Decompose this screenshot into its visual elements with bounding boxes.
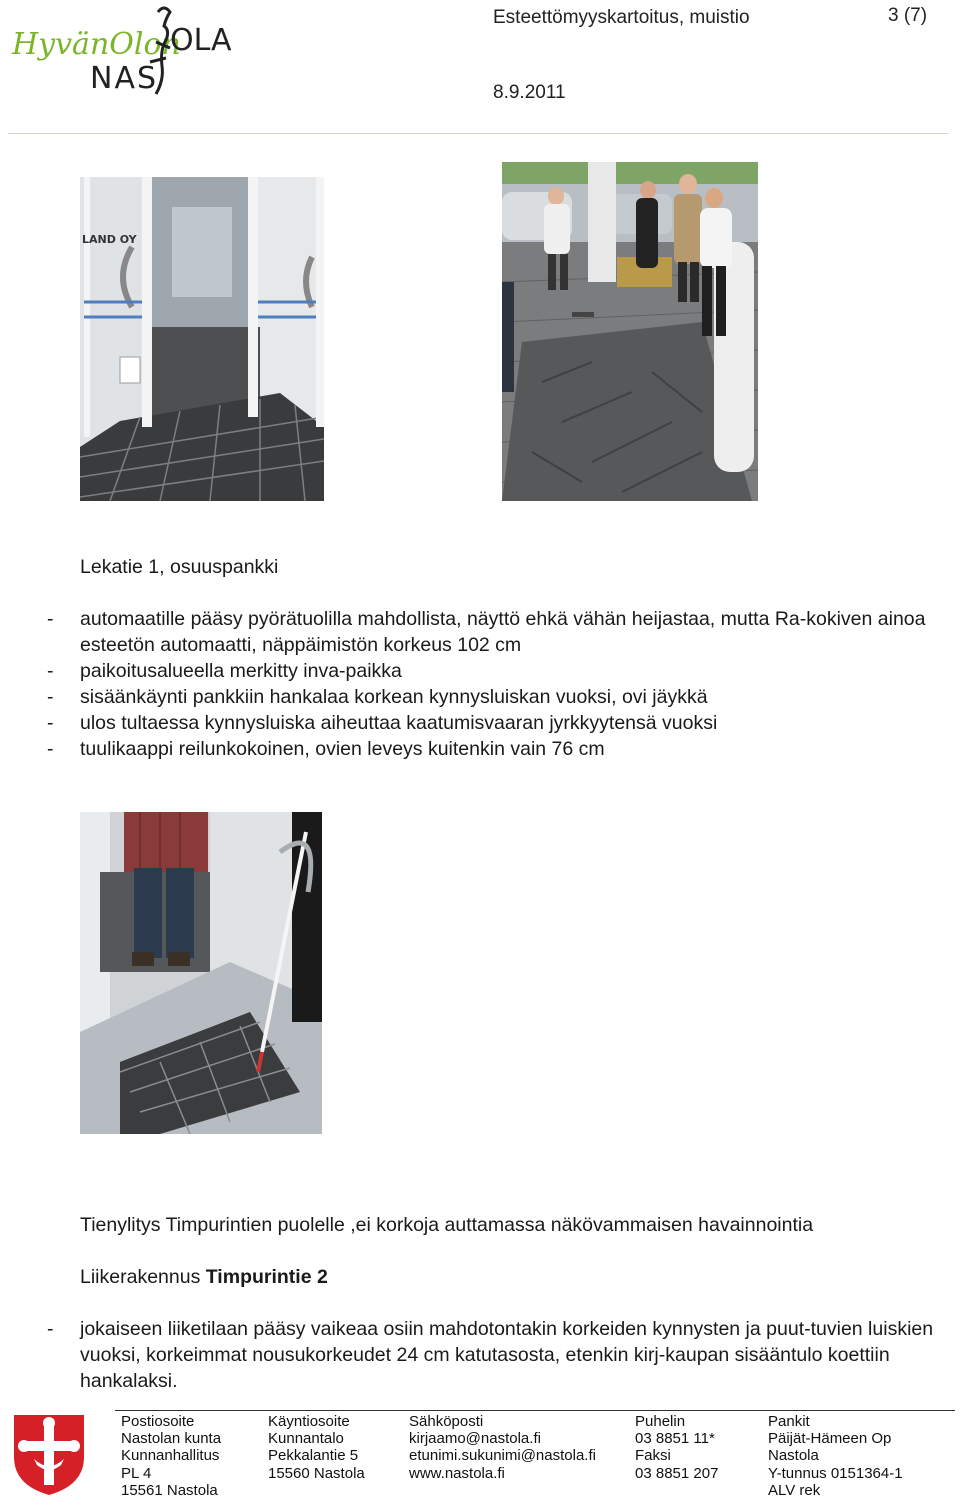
section-heading-lekatie: Lekatie 1, osuuspankki <box>80 556 279 578</box>
footer-phone <box>635 1413 718 1482</box>
footer-divider <box>115 1410 955 1411</box>
footer-value: PL 4 <box>121 1464 152 1482</box>
document-date: 8.9.2011 <box>493 82 566 103</box>
nastola-logo <box>10 2 245 102</box>
dash-bullet: - <box>47 608 54 630</box>
list-item-text: ulos tultaessa kynnysluiska aiheuttaa kaatumisvaaran jyrkkyytensä vuoksi <box>80 712 718 734</box>
footer-email-link[interactable]: etunimi.sukunimi@nastola.fi <box>409 1447 596 1465</box>
list-item-text: automaatille pääsy pyörätuolilla mahdollista, näyttö ehkä vähän heijastaa, mutta Ra-kokiven ainoa esteetön automaatti, näppäimistön korkeus 102 cm <box>80 608 926 656</box>
footer-website-link[interactable]: www.nastola.fi <box>409 1464 505 1482</box>
footer-label: Sähköposti <box>409 1413 484 1430</box>
svg-text:NAS: NAS <box>90 61 159 96</box>
footer-banks <box>768 1413 903 1499</box>
svg-text:HyvänOlon: HyvänOlon <box>12 27 181 62</box>
footer-value: Nastola <box>768 1447 819 1465</box>
photo-cane-threshold <box>80 812 322 1134</box>
list-item-text: sisäänkäynti pankkiin hankalaa korkean kynnysluiskan vuoksi, ovi jäykkä <box>80 686 708 708</box>
list-item-text: paikoitusalueella merkitty inva-paikka <box>80 660 402 682</box>
crossing-note: Tienylitys Timpurintien puolelle ,ei korkoja auttamassa näkövammaisen havainnointia <box>80 1214 814 1236</box>
list-item-text: tuulikaappi reilunkokoinen, ovien leveys kuitenkin vain 76 cm <box>80 738 605 760</box>
footer-label: Puhelin <box>635 1413 686 1430</box>
footer-value: Kunnanhallitus <box>121 1447 220 1465</box>
list-item-text: jokaiseen liiketilaan pääsy vaikeaa osiin mahdotontakin korkeiden kynnysten ja puut-tuvien luiskien vuoksi, korkeimmat nousukorkeudet 24 cm katutasosta, etenkin kirj-kaupan sisääntulo koettiin hankalaksi. <box>80 1318 934 1392</box>
footer-value: ALV rek <box>768 1481 821 1499</box>
section-heading-timpurintie <box>80 1264 328 1290</box>
footer-value: 15560 Nastola <box>268 1464 365 1482</box>
footer-value: Nastolan kunta <box>121 1430 222 1448</box>
dash-bullet: - <box>47 738 54 760</box>
footer-email <box>409 1413 596 1482</box>
list-item <box>47 684 937 710</box>
footer-value: 03 8851 207 <box>635 1464 719 1482</box>
bullet-list-timpurintie <box>47 1316 937 1394</box>
list-item <box>47 658 937 684</box>
footer-value: 15561 Nastola <box>121 1481 218 1499</box>
dash-bullet: - <box>47 686 54 708</box>
list-item <box>47 710 937 736</box>
footer-value: Päijät-Hämeen Op <box>768 1430 892 1448</box>
dash-bullet: - <box>47 1318 54 1340</box>
svg-text:LAND OY: LAND OY <box>82 233 137 246</box>
footer-value: 03 8851 11* <box>635 1430 715 1448</box>
list-item <box>47 606 937 658</box>
dash-bullet: - <box>47 660 54 682</box>
heading-address: Timpurintie 2 <box>205 1266 328 1288</box>
heading-prefix: Liikerakennus <box>80 1266 206 1288</box>
page-number: 3 (7) <box>888 5 928 26</box>
document-title: Esteettömyyskartoitus, muistio <box>493 7 750 28</box>
header-divider <box>8 133 948 134</box>
footer-value: Pekkalantie 5 <box>268 1447 359 1465</box>
footer-email-link[interactable]: kirjaamo@nastola.fi <box>409 1430 541 1448</box>
footer-label: Pankit <box>768 1413 810 1430</box>
svg-text:OLA: OLA <box>170 23 232 58</box>
footer-label: Postiosoite <box>121 1413 195 1430</box>
list-item <box>47 1316 937 1394</box>
bullet-list-lekatie <box>47 606 937 762</box>
list-item <box>47 736 937 762</box>
footer-value: Y-tunnus 0151364-1 <box>768 1464 903 1482</box>
footer-label: Käyntiosoite <box>268 1413 350 1430</box>
photo-entrance-doors <box>80 177 324 501</box>
footer-visiting-address <box>268 1413 365 1482</box>
dash-bullet: - <box>47 712 54 734</box>
footer-postal-address <box>121 1413 221 1499</box>
photo-plaza-group <box>502 162 758 501</box>
footer-value: Kunnantalo <box>268 1430 344 1448</box>
footer-label: Faksi <box>635 1447 671 1465</box>
nastola-coat-of-arms <box>12 1413 86 1497</box>
